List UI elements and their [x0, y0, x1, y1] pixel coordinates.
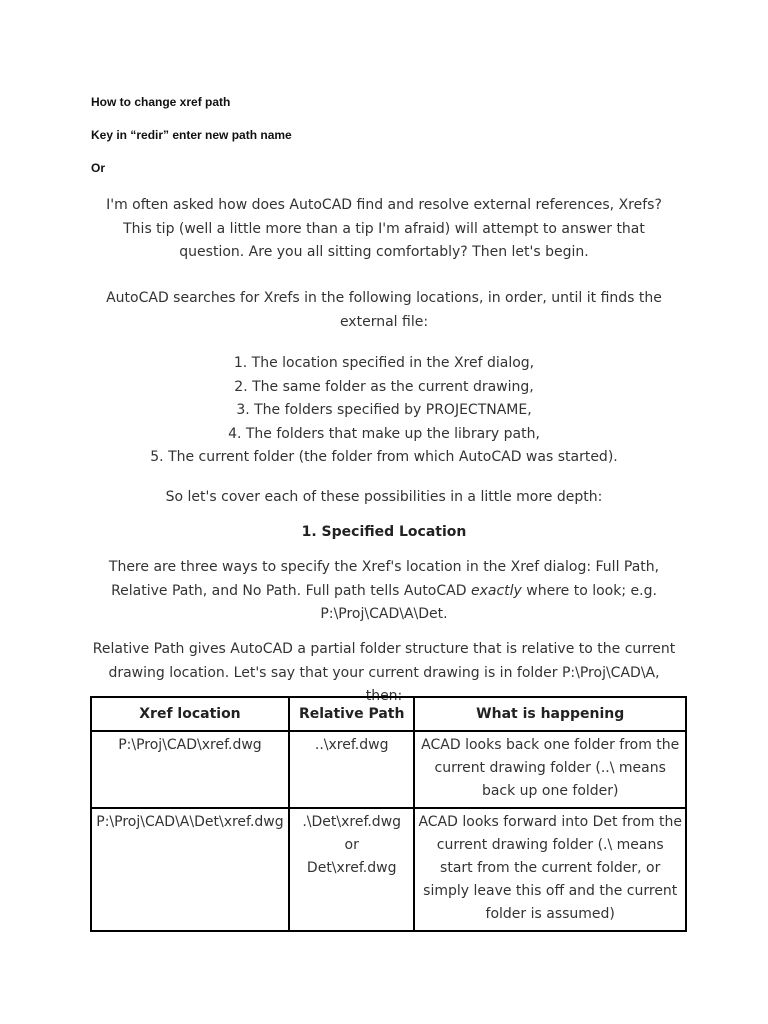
or-label: Or	[91, 161, 106, 175]
section-heading: 1. Specified Location	[301, 524, 467, 540]
doc-title: How to change xref path	[91, 95, 231, 109]
full-path-paragraph	[90, 556, 678, 627]
exactly-emphasis: exactly	[470, 582, 522, 599]
description-cell: ACAD looks forward into Det from the current drawing folder (.\ means start from the current folder, or simply leave this off and the current folder is assumed)	[414, 808, 686, 931]
relative-path-paragraph: Relative Path gives AutoCAD a partial folder structure that is relative to the current drawing location. Let's say that your current drawing is in folder P:\Proj\CAD\A, then:	[92, 641, 676, 704]
cover-paragraph: So let's cover each of these possibilities in a little more depth:	[165, 489, 603, 505]
xref-path-table	[90, 696, 687, 932]
list-item: 5. The current folder (the folder from which AutoCAD was started).	[150, 449, 618, 465]
relative-path-value: ..\xref.dwg	[314, 737, 389, 753]
xref-location-cell: P:\Proj\CAD\xref.dwg	[91, 731, 289, 808]
relative-path-value: .\Det\xref.dwg	[302, 814, 402, 830]
full-path-text: There are three ways to specify the Xref's location in the Xref dialog: Full Path, Relative Path, and No Path. Full path tells AutoCAD	[108, 559, 660, 599]
relative-path-cell	[289, 731, 415, 808]
table-row	[91, 731, 686, 808]
list-item: 2. The same folder as the current drawing,	[234, 378, 534, 395]
column-header-relative-path: Relative Path	[289, 697, 415, 731]
intro-paragraph: I'm often asked how does AutoCAD find and resolve external references, Xrefs? This tip (well a little more than a tip I'm afraid) will attempt to answer that question. Are you all sitting comfortably? Then let's begin.	[106, 197, 662, 260]
or-separator: or	[344, 837, 359, 853]
xref-location-cell: P:\Proj\CAD\A\Det\xref.dwg	[91, 808, 289, 931]
search-lead-paragraph: AutoCAD searches for Xrefs in the following locations, in order, until it finds the external file:	[106, 290, 662, 330]
list-item: 3. The folders specified by PROJECTNAME,	[236, 402, 532, 418]
table-header-row	[91, 697, 686, 731]
full-path-example: where to look; e.g. P:\Proj\CAD\A\Det.	[320, 582, 657, 622]
description-cell: ACAD looks back one folder from the current drawing folder (..\ means back up one folder)	[414, 731, 686, 808]
relative-path-alt-value: Det\xref.dwg	[306, 860, 397, 876]
relative-path-cell	[289, 808, 415, 931]
list-item: 1. The location specified in the Xref dialog,	[233, 355, 535, 371]
column-header-xref-location: Xref location	[91, 697, 289, 731]
table-row	[91, 808, 686, 931]
column-header-what-is-happening: What is happening	[414, 697, 686, 731]
search-locations-list	[90, 352, 678, 470]
list-item: 4. The folders that make up the library path,	[228, 425, 540, 442]
redir-instruction: Key in “redir” enter new path name	[91, 128, 292, 142]
